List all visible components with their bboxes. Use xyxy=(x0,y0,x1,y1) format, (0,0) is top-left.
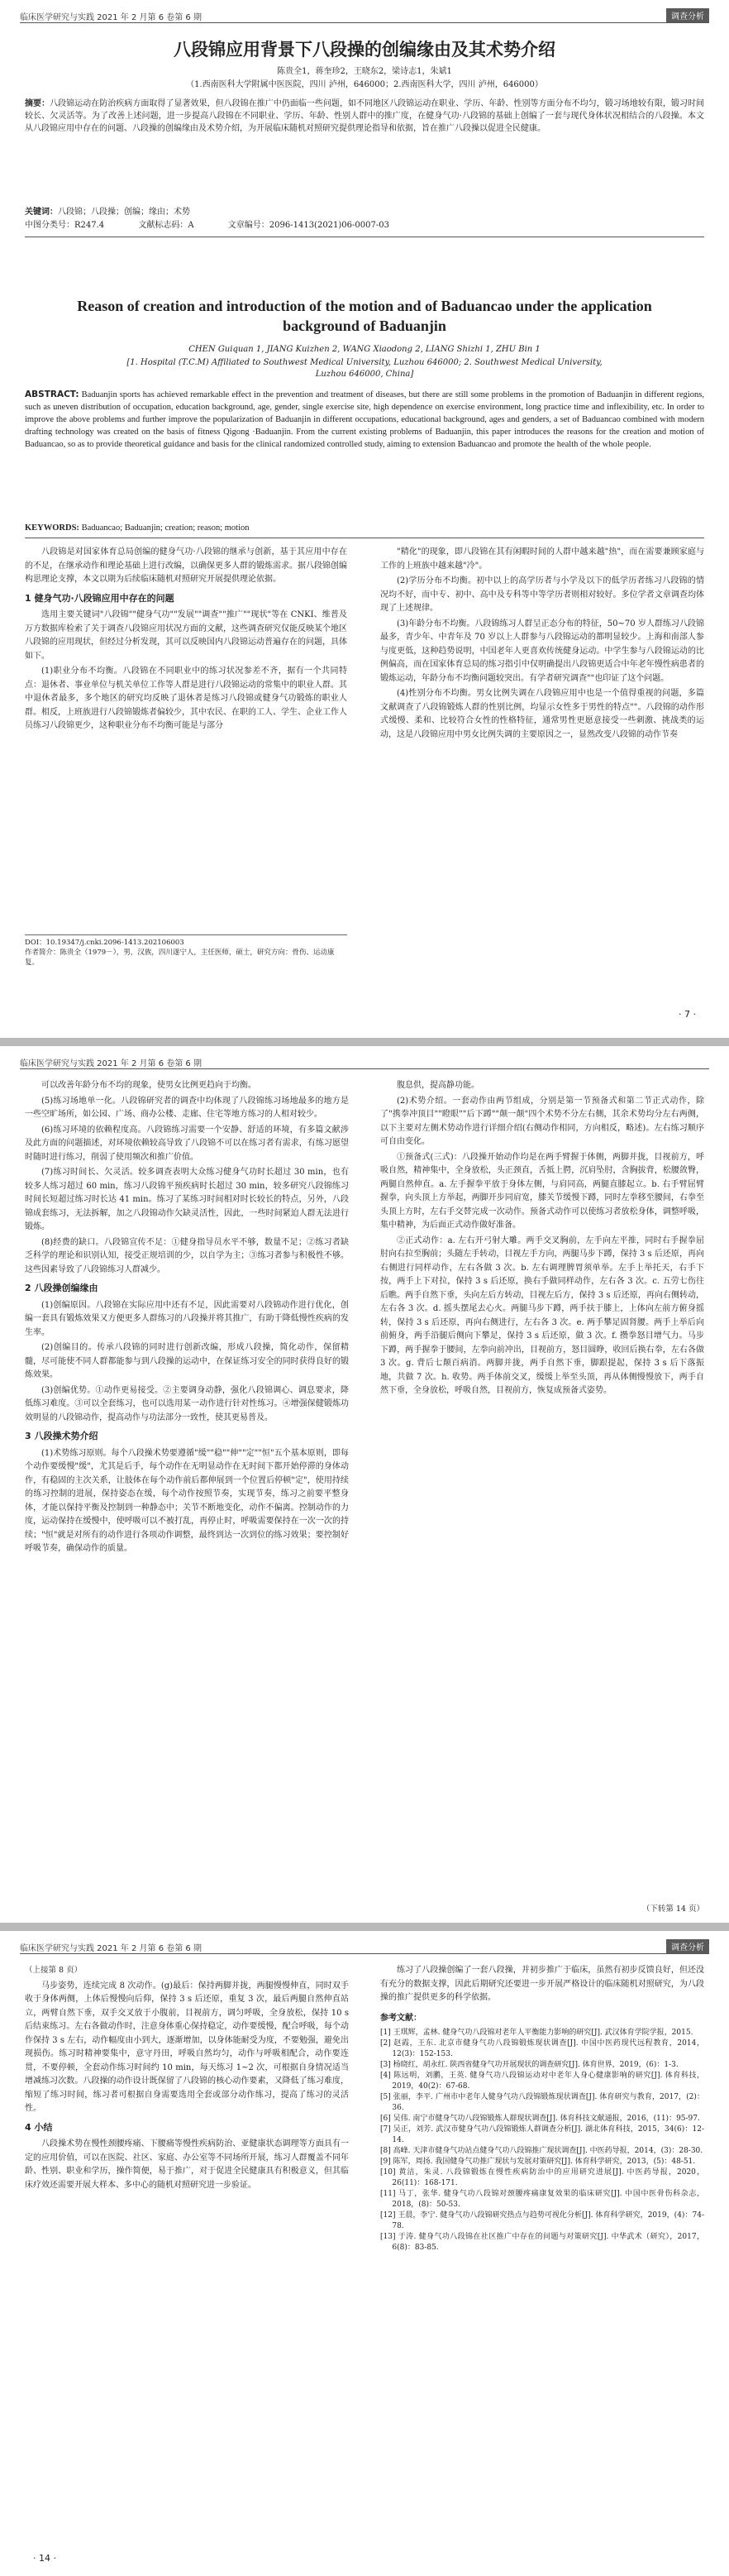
body-paragraph: "精化"的现象，即八段锦在其有闲暇时间的人群中越来越"热"，而在需要兼顾家庭与工作的上班族中越来越"冷"。 xyxy=(380,547,704,571)
running-header xyxy=(20,8,709,23)
body-right-column xyxy=(380,1079,704,1898)
continued-note: （下转第 14 页） xyxy=(641,1905,704,1914)
abstract-en xyxy=(25,389,704,451)
article-number: 文章编号：2096-1413(2021)06-0007-03 xyxy=(227,221,389,230)
reference-item: [12] 王晨，李宁. 健身气功八段锦研究热点与趋势可视化分析[J]. 体育科学研究，2019，(4)：74-78. xyxy=(380,2211,704,2230)
body-paragraph: (6)练习环境的依赖程度高。八段锦练习需要一个安静、舒适的环境，有多篇文献涉及此方面的问题描述，对环境依赖较高导致了八段锦不可以在练习者有需求，有练习愿望时随时进行练习，削弱了使用频次和推广价值。 xyxy=(25,1125,349,1162)
reference-item: [5] 张丽，李平. 广州市中老年人健身气功八段锦锻炼现状调查[J]. 体育研究与教育，2017，(2)：36. xyxy=(380,2093,704,2112)
body-paragraph: (1)职业分布不均衡。八段锦在不同职业中的练习状况参差不齐，据有一个共同特点：退休者、事业单位与机关单位工作等人群是进行八段锦运动的常集中的职业人群。其中退休者最多，多个地区的研究均反映了退休者是练习八段锦或健身气功锻炼的职业人群。相反，上班族进行八段锦锻炼者偏较少，其中农民、在职的工人、学生、企业工作人员练习八段锦更少，这种职业分布不均衡可能是与部分 xyxy=(25,667,347,730)
affiliation-en-line1: [1. Hospital (T.C.M) Affiliated to Southwest Medical University, Luzhou 646000; 2. Southwest Medical University, xyxy=(126,358,603,367)
journal-page-7 xyxy=(0,0,729,1038)
document-code: 文献标志码：A xyxy=(138,221,194,230)
keywords-en-label: KEYWORDS: xyxy=(25,523,79,533)
footnote: DOI：10.19347/j.cnki.2096-1413.202106003 作者简介：陈贵全（1979－），男，汉族，四川遂宁人，主任医师，硕士，研究方向：骨伤、运动康复。 xyxy=(25,934,347,968)
keywords-cn-label: 关键词： xyxy=(25,208,58,217)
abstract-en-label: ABSTRACT: xyxy=(25,390,79,399)
section-tag: 调查分析 xyxy=(666,8,709,22)
reference-item: [8] 高峰. 天津市健身气功站点健身气功八段锦推广现状调查[J]. 中医药导报，2014，(3)：28-30. xyxy=(380,2147,703,2155)
reference-item: [7] 吴正，刘芳. 武汉市健身气功八段锦锻炼人群调查分析[J]. 湖北体育科技，2015，34(6)：12-14. xyxy=(380,2125,704,2144)
body-paragraph: (3)创编优势。①动作更易接受。②主要调身动静，强化八段锦调心、调息要求，降低练习难度。③可以全套练习，也可以选用某一动作进行针对性练习。④增强保健锻炼功效明显的八段锦动作，提高动作与功法部分一致性，使其更易普及。 xyxy=(25,1385,349,1422)
journal-page-8 xyxy=(0,1046,729,1923)
section-heading-3: 3 八段操术势介绍 xyxy=(25,1431,98,1441)
reference-item: [4] 陈远明，刘鹏，王英. 健身气功八段锦运动对中老年人身心健康影响的研究[J]. 体育科技，2019，40(2)：67-68. xyxy=(380,2072,704,2091)
body-paragraph: (3)年龄分布不均衡。八段锦练习人群呈正态分布的特征，50~70 岁人群练习八段锦最多，青少年、中青年及 70 岁以上人群参与八段锦运动的都明显较少。上海和南部人参与度更低，这种趋势说明，中国老年人更喜欢传统健身运动。中学生参与八段锦运动的比例偏高，而在国家体育总局的练习指引中仅明确提出八段锦更适合中年老年慢性病患者的锻炼运动，年龄分布不均衡问题较突出。有学者研究调查""也印证了这个问题。 xyxy=(380,619,704,683)
running-header xyxy=(20,1054,709,1069)
body-paragraph: 选用主要关键词"八段锦""健身气功""发展""调查""推广""现状"等在 CNKI、维普及万方数据库检索了关于调查八段锦应用状况方面的文献，这些调查研究仅能反映某个地区八段锦的应用现状，但经过分析发现，其可以反映国内八段锦运动普遍存在的问题，具体如下。 xyxy=(25,610,347,661)
body-left-column xyxy=(25,1079,349,1906)
body-paragraph: 马步姿势，连续完成 8 次动作。(g)最后：保持两脚并拢，两腿慢慢伸直，同时双手收于身体两侧，上体后慢慢向后仰，保持 3 s 后还原，重复 3 次，最后两腿自然伸直站立，两臂自然下垂，双手交叉放于小腹前，目视前方，调匀呼吸，全身放松，保持 10 s 后结束练习。左右各做动作时，注意身体重心保持稳定，动作要缓慢，配合呼吸，每个动作保持 3 s 左右，动作幅度由小到大，逐渐增加，以身体能耐受为度，不要勉强，避免出现损伤。练习时精神要集中，意守丹田，呼吸自然均匀，动作与呼吸相配合，动作要连贯，不要停顿，全套动作练习时间约 10 min，每天练习 1~2 次，可根据自身情况适当增减练习次数。八段操的动作设计既保留了八段锦的核心动作要素，又降低了练习难度，缩短了练习时间，练习者可根据自身需要选用全套或部分动作练习，提高了练习的灵活性。 xyxy=(25,1981,349,2113)
intro-paragraph: 八段锦是对国家体育总局创编的健身气功·八段锦的继承与创新，基于其应用中存在的不足，在继承动作和理论基础上进行改编，以确保更多人群的锻炼需求。据八段锦创编构思理论支撑，本文以期为后续临床随机对照研究开展提供理论依据。 xyxy=(25,547,347,584)
references-heading: 参考文献： xyxy=(380,2013,422,2023)
body-paragraph: ②正式动作：a. 左右开弓射大雕。两手交叉胸前，左手向左平推，同时右手握拳屈肘向右拉至胸前；头随左手转动，目视左手方向，两腿马步下蹲，保持 3 s 后还原，再向右侧进行同样动作，左右各做 3 次。b. 左右调理脾胃须单举。左手上举托天，右手下按，两手上下对拉，保持 3 s 后还原，换右手做同样动作，左右各 3 次。c. 五劳七伤往后瞧。两手自然下垂，头向左后方转动，目视左后方，保持 3 s 后还原，再向右侧转动，左右各 3 次。d. 摇头摆尾去心火。两腿马步下蹲，两手扶于膝上，上体向左前方俯身摇转，保持 3 s 后还原，再向右侧进行，左右各 3 次。e. 两手攀足固肾腰。两手上举后向前俯身，两手沿腿后侧向下攀足，保持 3 s 后还原，做 3 次。f. 攒拳怒目增气力。马步下蹲，两手握拳于腰间，左拳向前冲出，目视前方，怒目圆睁，收回后换右拳，左右各做 3 次。g. 背后七颠百病消。两脚并拢，两手自然下垂，脚跟提起，保持 3 s 后下落振地，共做 7 次。h. 收势。两手体前交叉，缓缓上举至头顶，再从体侧慢慢放下，两手自然下垂，全身放松，呼吸自然，目视前方，恢复成预备式姿势。 xyxy=(380,1235,704,1395)
body-right-column xyxy=(380,546,704,992)
page-number: · 7 · xyxy=(679,1009,696,1020)
section-tag: 调查分析 xyxy=(666,1939,709,1953)
journal-issue-label: 临床医学研究与实践 2021 年 2 月第 6 卷第 6 期 xyxy=(20,13,202,22)
body-paragraph: (7)练习时间长、欠灵活。较多调查表明大众练习健身气功时长超过 30 min，也有较多人练习超过 60 min，练习八段锦平预疾病时长超过 30 min，较多研究八段锦练习时间长短超过练习时长达 41 min。练习了某练习时间相对时长较长的特点，另外，八段锦成套练习，无法拆解，加之八段锦动作欠缺灵活性，因此，一些时间紧迫人群无法进行锻炼。 xyxy=(25,1168,349,1231)
body-paragraph: (4)性别分布不均衡。男女比例失调在八段锦应用中也是一个值得重视的问题，多篇文献调查了八段锦锻炼人群的性别比例，均显示女性多于男性的特点""。八段锦的动作形式缓慢、柔和、比较符合女性的性格特征，通常男性更愿意接受一些刺激、挑战类的运动，这是八段锦应用中男女比例失调的主要原因之一，显然改变八段锦的动作节奏 xyxy=(380,689,704,739)
page-number: · 14 · xyxy=(33,2553,56,2564)
body-paragraph: (1)术势练习原则。每个八段操术势要遵循"缓""稳""伸""定""恒"五个基本原则，即每个动作要缓慢"缓"，尤其是后手，每个动作在无明显动作在无时间下都开始停滞的身体动作，有稳固的主次关系，让肢体在每个动作前后都伸展到一个位置后停顿"定"，使用持续的练习控制的进展，保持姿态在缓，每个动作按照节奏，实现节奏，练习之前要平整身体，才能以保持平衡及控制到一种静态中；关节不断地变化，动作不偏离。控制动作的力度，运动保持在缓慢中，使呼吸可以不被打乱，再停止时，呼吸需要保持在一次一次的持续；"恒"就是对所有的动作进行各项动作调整，最终到达一次到位的练习效果；要控制好呼吸节奏，确保动作的质量。 xyxy=(25,1448,349,1553)
body-paragraph: (5)练习场地单一化。八段锦研究者的调查中均体现了八段锦练习场地最多的地方是一些空旷场所，如公园、广场、商办公楼、走廊、住宅等地方练习的人相对较少。 xyxy=(25,1096,349,1119)
article-title-en: Reason of creation and introduction of the motion and of Baduancao under the application background of Baduanjin xyxy=(77,298,652,334)
section-heading-2: 2 八段操创编缘由 xyxy=(25,1283,98,1293)
reference-item: [2] 赵霞，王东. 北京市健身气功八段锦锻炼现状调查[J]. 中国中医药现代远程教育，2014，12(3)：152-153. xyxy=(380,2039,704,2058)
keywords-cn xyxy=(25,207,704,218)
reference-item: [9] 陈军，周扬. 我国健身气功推广现状与发展对策研究[J]. 体育科学研究，2013，(5)：48-51. xyxy=(380,2158,696,2166)
reference-item: [3] 杨晓红，胡永红. 陕西省健身气功开展现状的调查研究[J]. 体育世界，2019，(6)：1-3. xyxy=(380,2061,679,2069)
classification-row xyxy=(25,220,704,232)
body-paragraph: 可以改善年龄分布不均的现象，使男女比例更趋向于均衡。 xyxy=(41,1081,256,1090)
body-paragraph: ①预备式(三式)：八段操开始动作均是在两手臂握于体侧，两脚并拢，目视前方，呼吸自然，精神集中，全身放松，头正颈直，舌抵上腭，沉肩坠肘，含胸拔背，松腰敛臀，两腿自然伸直。a. 左手握拳平放于身体左侧，与肩同高，两腿直膝起立。b. 右手臂屈臂握拳，向头顶上方举起，两脚开步同肩宽，膝关节缓慢下蹲，同时左拳移至腰间，右拳至头顶上方时，左右手交替完成一次动作。预备式动作可以使练习者放松身体，调整呼吸，集中精神，为后面正式动作做好准备。 xyxy=(380,1152,704,1230)
journal-issue-label: 临床医学研究与实践 2021 年 2 月第 6 卷第 6 期 xyxy=(20,1944,202,1953)
continued-from-note: （上接第 8 页） xyxy=(25,1966,83,1975)
body-right-column xyxy=(380,1964,704,2551)
reference-item: [6] 吴伟. 南宁市健身气功八段锦锻炼人群现状调查[J]. 体育科技文献通报，2016，(11)：95-97. xyxy=(380,2115,700,2123)
reference-item: [10] 黄洁，朱灵. 八段锦锻炼在慢性疾病防治中的应用研究进展[J]. 中医药导报，2020，26(11)：168-171. xyxy=(380,2168,704,2187)
article-title-cn: 八段锦应用背景下八段操的创编缘由及其术势介绍 xyxy=(174,40,555,60)
section-heading-1: 1 健身气功·八段锦应用中存在的问题 xyxy=(25,592,174,604)
authors-cn: 陈贵全1，蒋奎珍2，王晓东2，梁诗志1，朱斌1 xyxy=(277,67,452,76)
body-left-column xyxy=(25,546,347,926)
body-left-column xyxy=(25,1964,349,2543)
authors-en: CHEN Guiquan 1, JIANG Kuizhen 2, WANG Xiaodong 2, LIANG Shizhi 1, ZHU Bin 1 xyxy=(188,345,541,354)
section-heading-4: 4 小结 xyxy=(25,2121,53,2133)
body-paragraph: (1)创编原因。八段锦在实际应用中还有不足，因此需要对八段锦动作进行优化，创编一套具有锻炼效果又方便更多人群练习的八段操并将其推广，有助于降低慢性疾病的发生率。 xyxy=(25,1300,349,1337)
body-paragraph: 练习了八段操创编了一套八段操，并初步推广于临床，虽然有初步反馈良好，但还没有充分的数据支撑，因此后期研究还要进一步开展严格设计的临床随机对照研究，为八段操的推广提供更多的科学依据。 xyxy=(380,1966,704,2002)
body-paragraph: 八段操术势在慢性颈腰疼痛、下腰痛等慢性疾病防治、亚健康状态调理等方面具有一定的应用价值，可以在医院、社区、家庭、办公室等不同场所开展，练习人群覆盖不同年龄、性别、职业和学历，操作简便，易于推广，对于促进全民健康具有积极意义，但其临床疗效还需要开展大样本、多中心的随机对照研究进一步验证。 xyxy=(25,2139,349,2190)
body-paragraph: (2)学历分布不均衡。初中以上的高学历者与小学及以下的低学历者练习八段锦的情况均不好，而中专、初中、高中及专科等中等学历者则相对较好。多位学者文章调查均体现了上述规律。 xyxy=(380,576,704,613)
keywords-cn-text: 八段锦；八段操；创编；缘由；术势 xyxy=(58,208,190,217)
abstract-cn-label: 摘要： xyxy=(25,99,50,108)
running-header xyxy=(20,1939,709,1954)
journal-issue-label: 临床医学研究与实践 2021 年 2 月第 6 卷第 6 期 xyxy=(20,1059,202,1068)
body-paragraph: (2)术势介绍。一套动作由两节组成，分别是第一节预备式和第二节正式动作，除了"携拳冲顶目""瞪眼""后下蹲""颠一颠"四个术势不分左右侧，其余术势均分左右两侧，以下主要对左侧术势动作进行详细介绍(右侧动作相同，方向相反，略述)。左右练习顺序可自由变化。 xyxy=(380,1096,704,1146)
abstract-cn-text: 八段锦运动在防治疾病方面取得了显著效果，但八段锦在推广中仍面临一些问题，如不同地区八段锦运动在职业、学历、年龄、性别等方面分布不均匀，锻习场地较有限，锻习时间较长、欠灵活等。为了改善上述问题，进一步提高八段锦在不同职业、学历、年龄、性别人群中的推广度，在健身气功·八段锦的基础上创编了一套与现代身体状况相结合的八段操。本文从八段锦应用中存在的问题、八段操的创编缘由及术势介绍，为开展临床随机对照研究提供理论指导和依据，旨在推广八段操以促进全民健康。 xyxy=(25,99,705,133)
body-paragraph: (8)经费的缺口。八段锦宣传不足：①健身指导员水平不够，数量不足；②练习者缺乏科学的理论和识别认知，接受正规培训的少，以自学为主；③练习者参与积极性不够。这些因素导致了八段锦练习人群减少。 xyxy=(25,1237,349,1274)
abstract-cn xyxy=(25,98,704,135)
reference-item: [13] 于涛. 健身气功八段锦在社区推广中存在的问题与对策研究[J]. 中华武术（研究），2017，6(8)：83-85. xyxy=(380,2233,704,2252)
reference-item: [1] 王琪辉，孟林. 健身气功八段锦对老年人平衡能力影响的研究[J]. 武汉体育学院学报，2015. xyxy=(380,2029,693,2037)
keywords-en-text: Baduancao; Baduanjin; creation; reason; motion xyxy=(81,523,250,533)
journal-page-14 xyxy=(0,1931,729,2576)
keywords-en xyxy=(25,523,704,534)
reference-item: [11] 马丁，张华. 健身气功八段锦对颈腰疼痛康复效果的临床研究[J]. 中国中医骨伤科杂志，2018，(8)：50-53. xyxy=(380,2190,704,2209)
abstract-en-text: Baduanjin sports has achieved remarkable effect in the prevention and treatment of diseases, but there are still some problems in the promotion of Baduanjin in different regions, such as uneven distribution of occupation, education background, age, gender, single exercise site, high dependence on exercise environment, long practice time and inflexibility, etc. In order to improve the above problems and further improve the popularization of Baduanjin in different occupations, educational background, ages and genders, a set of Baduancao combined with modern drafting technology was created on the basis of fitness Qigong ·Baduanjin. From the current existing problems of Baduanjin, this paper introduces the reasons for the creation and motion of Baduancao, so as to provide theoretical guidance and basis for the clinical randomized controlled study, aiming to extension Baduancao and promote the health of the whole people. xyxy=(25,390,704,449)
body-paragraph: 腹息供，提高静功能。 xyxy=(397,1081,479,1090)
clc-number: 中图分类号：R247.4 xyxy=(25,221,105,230)
affiliation-cn: （1.西南医科大学附属中医医院，四川 泸州，646000；2.西南医科大学，四川 泸州，646000） xyxy=(186,80,543,89)
body-paragraph: (2)创编目的。传承八段锦的同时进行创新改编，形成八段操，简化动作，保留精髓，尽可能使不同人群都能参与到八段操的运动中，在保证练习安全的同时获得良好的锻炼效果。 xyxy=(25,1343,349,1379)
affiliation-en-line2: Luzhou 646000, China] xyxy=(315,370,414,379)
